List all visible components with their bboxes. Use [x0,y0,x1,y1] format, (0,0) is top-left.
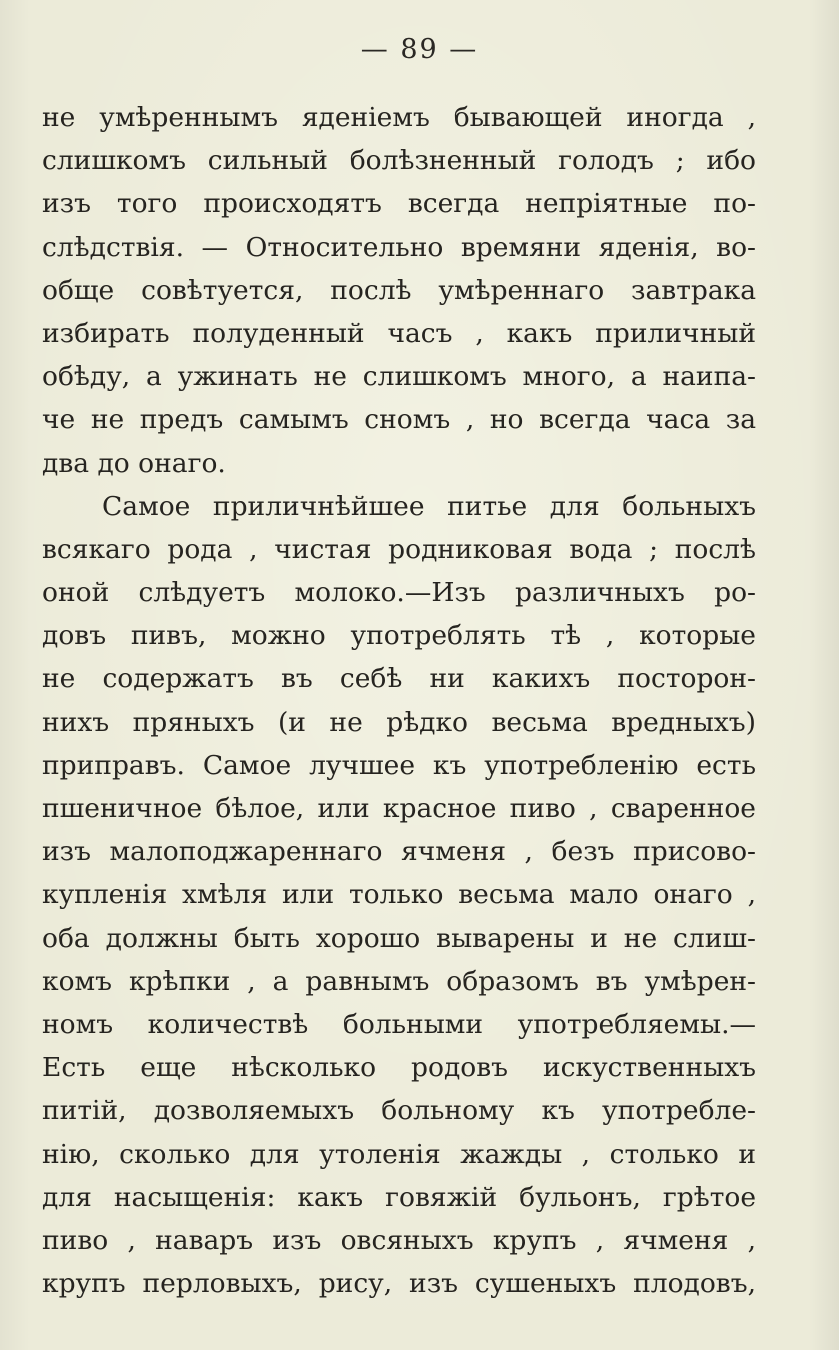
text-line: избирать полуденный часъ , какъ приличный [42,317,756,349]
text-line: оба должны быть хорошо выварены и не слиш- [42,922,756,954]
text-line: че не предъ самымъ сномъ , но всегда часа за [42,404,756,436]
text-line: всякаго рода , чистая родниковая вода ; послѣ [42,533,756,565]
text-line: довъ пивъ, можно употреблять тѣ , которые [42,620,756,652]
text-line: пиво , наваръ изъ овсяныхъ крупъ , ячменя , [42,1224,756,1256]
text-line: нію, сколько для утоленія жажды , столько и [42,1138,756,1170]
text-line: питій, дозволяемыхъ больному къ употребле- [42,1095,756,1127]
text-line: приправъ. Самое лучшее къ употребленію есть [42,749,756,781]
text-line: не умѣреннымъ яденіемъ бывающей иногда , [42,102,756,133]
text-line: два до онаго. [42,447,226,479]
text-line: номъ количествѣ больными употребляемы.— [42,1008,756,1040]
text-line: изъ того происходятъ всегда непріятные по- [42,188,756,220]
body-text [42,96,756,1305]
text-line: комъ крѣпки , а равнымъ образомъ въ умѣрен- [42,965,756,997]
text-line: купленія хмѣля или только весьма мало онаго , [42,879,756,911]
text-line: для насыщенія: какъ говяжій бульонъ, грѣтое [42,1181,756,1213]
text-line: Самое приличнѣйшее питье для больныхъ [102,490,756,522]
text-line: нихъ пряныхъ (и не рѣдко весьма вредныхъ) [42,706,756,738]
text-line: обще совѣтуется, послѣ умѣреннаго завтрака [42,274,756,306]
text-line: крупъ перловыхъ, рису, изъ сушеныхъ плодовъ, [42,1268,756,1300]
page-number: — 89 — [360,34,479,65]
text-line: оной слѣдуетъ молоко.—Изъ различныхъ ро- [42,577,756,609]
text-line: пшеничное бѣлое, или красное пиво , сваренное [42,793,756,824]
text-line: обѣду, а ужинать не слишкомъ много, а наипа- [42,361,756,393]
text-line: слишкомъ сильный болѣзненный голодъ ; ибо [42,145,756,177]
text-line: слѣдствія. — Относительно времяни яденія, во- [42,231,756,263]
text-line: изъ малоподжареннаго ячменя , безъ присово- [42,836,756,868]
text-line: не содержатъ въ себѣ ни какихъ посторон- [42,663,756,695]
text-line: Есть еще нѣсколько родовъ искуственныхъ [42,1052,756,1084]
